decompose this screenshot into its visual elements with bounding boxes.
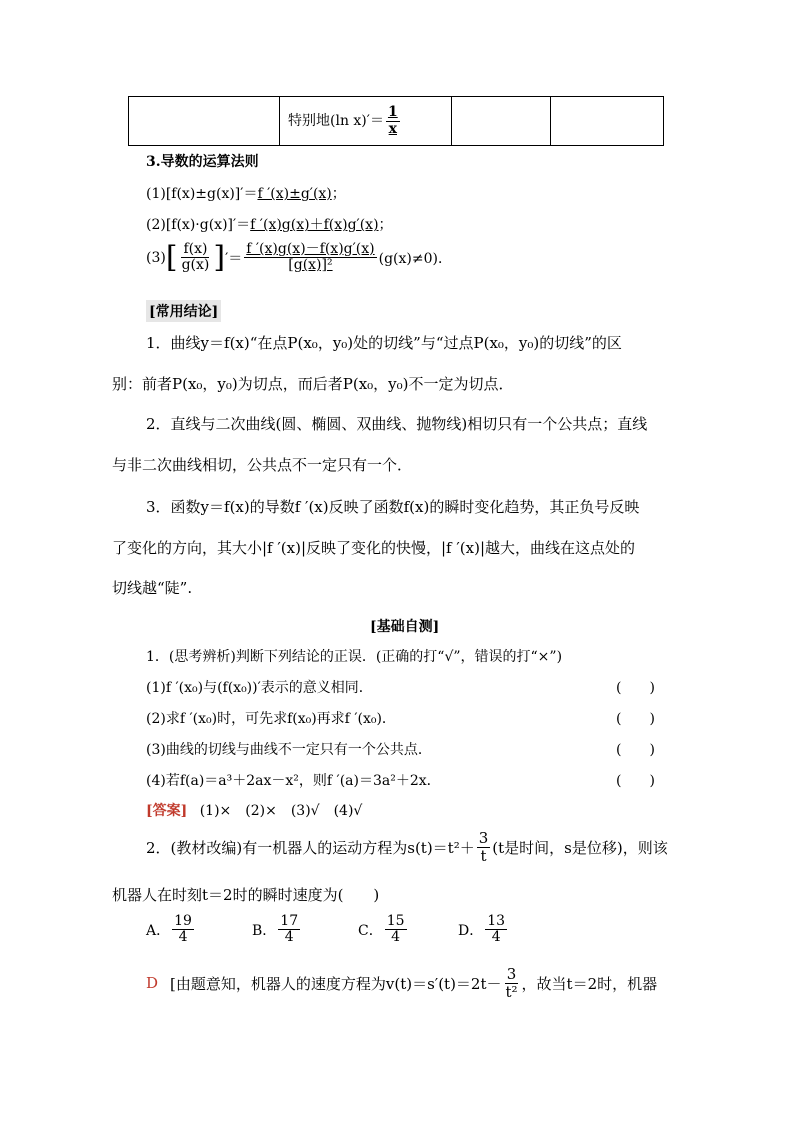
- rule-3-quotient: $\frac{f(x)}{g(x)}$: [181, 240, 210, 273]
- statement-4: (4)若f(a)＝a³＋2ax－x²，则f ′(a)＝3a²＋2x．: [146, 773, 441, 789]
- question-1-stem: 1．(思考辨析)判断下列结论的正误．(正确的打“√”，错误的打“×”): [146, 649, 563, 665]
- rule-3-answer-fraction: $\frac{f '(x)g(x)-f(x)g'(x)}{\text{[g(x)]²}}$: [246, 240, 375, 273]
- answer-paren-4: ( ): [616, 773, 655, 789]
- solution-line: D [由题意知，机器人的速度方程为v(t)＝s′(t)＝2t－ $\frac{3}{\text{t²}}$ ，故当t＝2时，机器: [146, 965, 658, 1001]
- conclusion-2-line-2: 与非二次曲线相切，公共点不一定只有一个．: [112, 456, 413, 474]
- answer-paren-2: ( ): [616, 711, 655, 727]
- option-d[interactable]: D． $\frac{13}{4}$: [458, 913, 506, 946]
- answer-text: (1)× (2)× (3)√ (4)√: [199, 803, 363, 819]
- option-c[interactable]: C． $\frac{15}{4}$: [358, 913, 405, 946]
- statement-2: (2)求f ′(x₀)时，可先求f(x₀)再求f ′(x₀)．: [146, 711, 396, 727]
- table-cell-empty-3: [452, 97, 551, 146]
- rules-heading: 3.导数的运算法则: [146, 154, 259, 170]
- ln-derivative-fraction: $\frac{1}{x}$: [387, 104, 398, 137]
- statement-3: (3)曲线的切线与曲线不一定只有一个公共点．: [146, 742, 432, 758]
- question-2-line-1: 2．(教材改编)有一机器人的运动方程为s(t)＝t²＋ $\frac{3}{t}$ (t是时间，s是位移)，则该: [146, 829, 668, 865]
- option-a[interactable]: A． $\frac{19}{4}$: [146, 913, 192, 946]
- solution-fraction: $\frac{3}{\text{t²}}$: [505, 965, 518, 1001]
- answer-paren-1: ( ): [616, 680, 655, 696]
- conclusions-tag: [常用结论]: [146, 300, 221, 322]
- answer-tag: [答案]: [146, 803, 188, 819]
- option-b[interactable]: B． $\frac{17}{4}$: [252, 913, 299, 946]
- conclusion-3-line-1: 3．函数y＝f(x)的导数f ′(x)反映了函数f(x)的瞬时变化趋势，其正负号反映: [146, 498, 640, 516]
- question-2-line-2: 机器人在时刻t＝2时的瞬时速度为( ): [112, 886, 380, 904]
- conclusion-1-line-1: 1．曲线y＝f(x)“在点P(x₀，y₀)处的切线”与“过点P(x₀，y₀)的切线”的区: [146, 334, 622, 352]
- ln-derivative-text: 特别地(ln x)′＝: [288, 113, 384, 129]
- conclusion-2-line-1: 2．直线与二次曲线(圆、椭圆、双曲线、抛物线)相切只有一个公共点；直线: [146, 415, 648, 433]
- table-cell-ln-derivative: [280, 97, 452, 146]
- rule-2: (2)[f(x)·g(x)]′＝f ′(x)g(x)＋f(x)g′(x)；: [146, 217, 393, 233]
- formula-table: [128, 96, 664, 146]
- table-cell-empty-4: [551, 97, 664, 146]
- rule-1: (1)[f(x)±g(x)]′＝f ′(x)±g′(x)；: [146, 186, 346, 202]
- q2-fraction: $\frac{3}{t}$: [478, 829, 489, 865]
- options-row: [146, 914, 558, 946]
- conclusion-3-line-2: 了变化的方向，其大小|f ′(x)|反映了变化的快慢，|f ′(x)|越大，曲线在这点处的: [112, 539, 635, 557]
- rule-3: (3) [ $\frac{f(x)}{g(x)}$ ] ′＝ $\frac{f '(x)g(x)-f(x)g'(x)}{\text{[g(x)]²}}$ (g(x)≠0)．: [146, 240, 452, 275]
- conclusion-3-line-3: 切线越“陡”.: [112, 579, 193, 597]
- solution-letter: D: [146, 974, 159, 992]
- table-cell-empty-1: [129, 97, 280, 146]
- left-bracket: [: [165, 240, 178, 275]
- conclusion-1-line-2: 别：前者P(x₀，y₀)为切点，而后者P(x₀，y₀)不一定为切点．: [112, 375, 514, 393]
- selftest-title: [基础自测]: [370, 619, 440, 635]
- statement-1: (1)f ′(x₀)与(f(x₀))′表示的意义相同．: [146, 680, 373, 696]
- right-bracket: ]: [213, 240, 226, 275]
- answer-paren-3: ( ): [616, 742, 655, 758]
- answer-line: [146, 800, 362, 820]
